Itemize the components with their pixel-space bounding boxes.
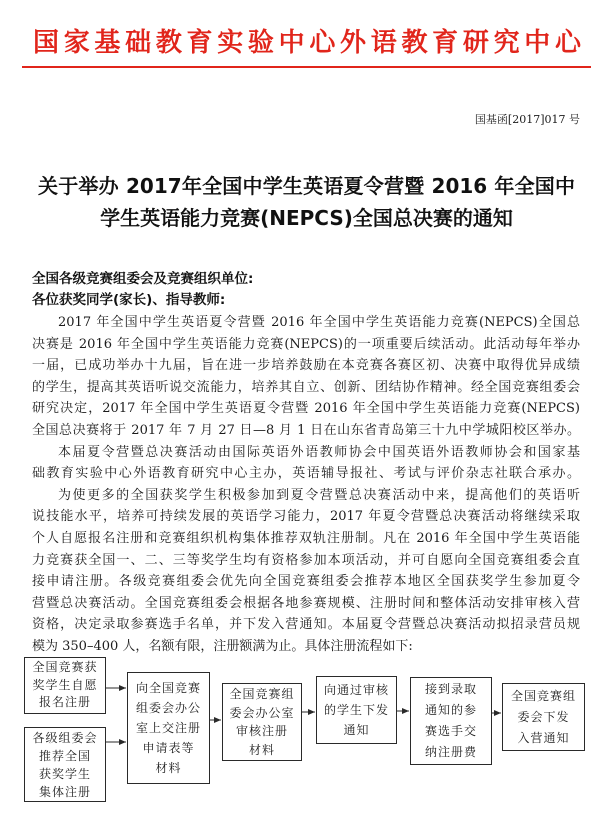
salutation-line-organizers: 全国各级竞赛组委会及竞赛组织单位: (32, 271, 254, 287)
title-line-2: 学生英语能力竞赛(NEPCS)全国总决赛的通知 (100, 206, 513, 230)
body-line: 全国总决赛将于 2017 年 7 月 27 日—8 月 1 日在山东省青岛第三十九中学城阳校区举办。 (32, 422, 580, 438)
body-line: 研究决定，2017 年全国中学生英语夏令营暨 2016 年全国中学生英语能力竞赛(NEPCS) (32, 401, 580, 417)
flow-step-line: 奖学生自愿 (32, 677, 98, 692)
body-line: 一届，已成功举办十九届，旨在进一步培养鼓励在本竞赛各赛区初、决赛中取得优异成绩 (32, 358, 580, 374)
body-line: 本届夏令营暨总决赛活动由国际英语外语教师协会中国英语外语教师协会和国家基 (58, 444, 580, 460)
flow-step-line: 推荐全国 (38, 748, 91, 763)
salutation (32, 269, 580, 311)
body-line: 接申请注册。各级竞赛组委会优先向全国竞赛组委会推荐本地区全国获奖学生参加夏令 (32, 574, 580, 590)
flow-step-line: 组委会办公 (135, 701, 201, 715)
flow-step-line: 获奖学生 (38, 766, 91, 781)
body-line: 力竞赛获全国一、二、三等奖学生均有资格参加本项活动，并可自愿向全国竞赛组委会直 (32, 552, 580, 568)
flow-step-line: 材料 (248, 742, 275, 757)
flow-step-line: 室上交注册 (135, 721, 201, 735)
body-line: 为使更多的全国获奖学生积极参加到夏令营暨总决赛活动中来，提高他们的英语听 (58, 487, 580, 503)
flow-step-line: 通知的参 (424, 703, 477, 717)
salutation-line-students-teachers: 各位获奖同学(家长)、指导教师: (32, 292, 226, 308)
flow-step-line: 接到录取 (424, 682, 477, 696)
body-line: 资格，决定录取参赛选手名单，并下发入营通知。本届夏令营暨总决赛活动拟招录营员规 (32, 617, 580, 633)
flow-step-review-materials (222, 683, 302, 761)
letterhead-org-name: 国家基础教育实验中心外语教育研究中心 (33, 28, 581, 58)
title-line-1: 关于举办 2017年全国中学生英语夏令营暨 2016 年全国中 (38, 174, 575, 198)
flow-step-line: 向通过审核 (323, 683, 389, 697)
flow-step-submit-materials (127, 672, 210, 784)
flow-step-pay-registration-fee (410, 677, 492, 765)
flow-step-line: 审核注册 (235, 724, 288, 738)
body-line: 说技能水平，培养可持续发展的英语学习能力，2017 年夏令营暨总决赛活动将继续采取 (32, 509, 580, 525)
body-paragraph-1 (32, 312, 580, 442)
registration-flowchart (0, 650, 611, 814)
flow-step-camp-admission-notice (502, 683, 585, 751)
flow-step-line: 纳注册费 (424, 745, 477, 759)
flow-step-self-registration (24, 657, 106, 714)
body-paragraph-3 (32, 485, 580, 658)
body-line: 决赛是 2016 年全国中学生英语能力竞赛(NEPCS)的一项重要后续活动。此活动每年举办 (32, 336, 580, 352)
flow-step-line: 向全国竞赛 (135, 681, 201, 695)
flow-step-line: 全国竞赛组 (229, 687, 295, 701)
flow-step-line: 全国竞赛组 (510, 688, 576, 703)
flow-step-line: 全国竞赛获 (32, 660, 98, 675)
flow-step-group-registration (24, 727, 106, 802)
flow-step-line: 通知 (343, 723, 370, 737)
letterhead-red-rule (22, 66, 591, 68)
document-number: 国基函[2017]017 号 (474, 113, 580, 126)
flow-step-line: 入营通知 (517, 730, 570, 745)
body-line: 的学生，提高其英语听说交流能力，培养其自立、创新、团结协作精神。经全国竞赛组委会 (32, 379, 580, 395)
flow-step-line: 委会下发 (517, 709, 570, 724)
flow-step-line: 各级组委会 (32, 730, 98, 745)
flow-step-line: 赛选手交 (424, 724, 477, 738)
flow-step-line: 申请表等 (142, 741, 195, 755)
flow-step-line: 集体注册 (38, 784, 91, 799)
body-line: 模为 350–400 人，名额有限，注册额满为止。具体注册流程如下: (32, 638, 413, 654)
flow-step-line: 的学生下发 (323, 703, 389, 717)
body-line: 2017 年全国中学生英语夏令营暨 2016 年全国中学生英语能力竞赛(NEPCS)全国总 (58, 315, 580, 330)
body-paragraph-2 (32, 442, 580, 485)
body-line: 个人自愿报名注册和竞赛组织机构集体推荐双轨注册制。凡在 2016 年全国中学生英语能 (32, 530, 580, 546)
body-line: 营暨总决赛活动。全国竞赛组委会根据各地参赛规模、注册时间和整体活动安排审核入营 (32, 595, 580, 611)
flow-step-line: 委会办公室 (229, 705, 295, 720)
notice-body (32, 312, 580, 658)
flow-step-notify-approved (316, 676, 397, 744)
flow-step-line: 报名注册 (38, 695, 91, 710)
flow-step-line: 材料 (155, 761, 182, 775)
body-line: 础教育实验中心外语教育研究中心主办，英语辅导报社、考试与评价杂志社联合承办。 (32, 466, 580, 482)
